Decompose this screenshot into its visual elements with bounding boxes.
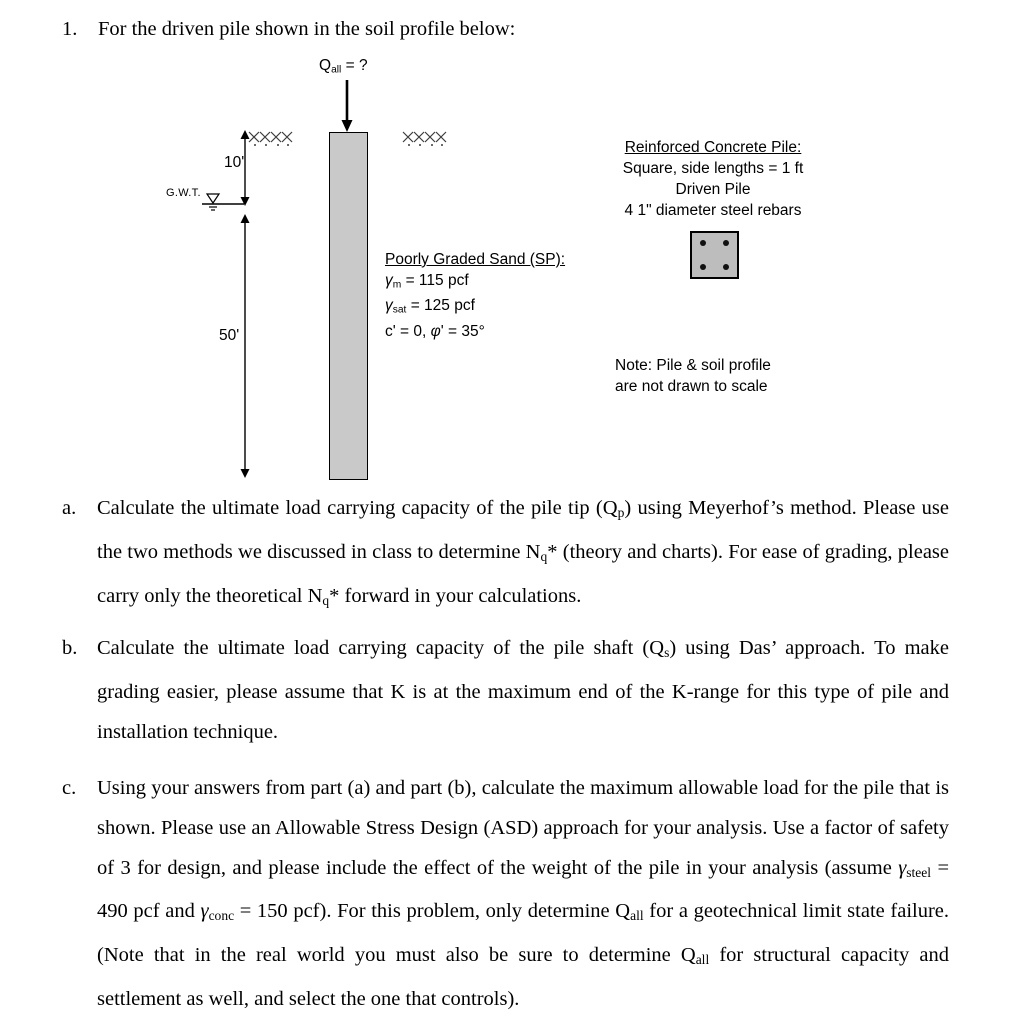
pile-cross-section <box>690 231 739 279</box>
part-a-text: Calculate the ultimate load carrying capacity of the pile tip $(Q_p)$ using Meyerhof’s method. Please use the two methods we discussed in class to determine $N_q*$ (theory and charts). For ease of grading, please carry only the theoretical $N_q*$ forward in your calculations. <box>97 497 950 608</box>
pile-description <box>594 137 832 221</box>
upper-depth-label: 10' <box>224 154 245 171</box>
load-arrow-icon <box>338 80 356 132</box>
part-a <box>62 489 950 620</box>
ground-hatch-right-icon <box>402 131 450 147</box>
part-b-text: Calculate the ultimate load carrying capacity of the pile shaft $(Q_s)$ using Das’ approach. To make grading easier, please assume that K is at the maximum end of the K-range for this type of pile and installation technique. <box>97 637 949 743</box>
pile-shape-line: Square, side lengths = 1 ft <box>622 160 804 177</box>
scale-note-line2: are not drawn to scale <box>615 377 768 395</box>
soil-sat-unit-weight: $\gamma_{sat} = 125$ pcf <box>385 297 475 316</box>
dimension-lines <box>160 126 260 482</box>
allowable-load-label: $Q_{all}$ = ? <box>319 57 368 76</box>
scale-note <box>615 356 771 397</box>
part-c-text: Using your answers from part (a) and part (b), calculate the maximum allowable load for the pile that is shown. Please use an Allowable Stress Design (ASD) approach for your analysis. Use a factor of safety of 3 for design, and please include the effect of the weight of the pile in your analysis (assume $\gamma_{steel} = 490$ pcf and $\gamma_{conc} = 150$ pcf). For this problem, only determine $Q_{all}$ for a geotechnical limit state failure. (Note that in the real world you must also be sure to determine $Q_{all}$ for structural capacity and settlement as well, and select the one that controls). <box>97 777 950 1010</box>
soil-heading: Poorly Graded Sand (SP): <box>385 251 566 268</box>
rebar-dot <box>700 240 706 246</box>
part-c <box>62 769 950 1020</box>
part-b-label: b. <box>62 637 78 659</box>
part-a-label: a. <box>62 497 77 519</box>
pile-rebar-line: 4 1" diameter steel rebars <box>624 202 802 219</box>
soil-strength-params: c' = 0, φ' = 35° <box>385 322 485 340</box>
pile-type-line: Driven Pile <box>675 181 751 198</box>
problem-title-text: For the driven pile shown in the soil profile below: <box>98 18 516 40</box>
problem-title <box>62 18 515 41</box>
soil-moist-unit-weight: $\gamma_m = 115$ pcf <box>385 272 469 291</box>
gwt-label: G.W.T. <box>166 187 201 199</box>
water-table-icon <box>207 194 219 210</box>
part-c-label: c. <box>62 777 77 799</box>
rebar-dot <box>723 240 729 246</box>
scale-note-line1: Note: Pile & soil profile <box>615 357 771 374</box>
pile-heading: Reinforced Concrete Pile: <box>624 139 802 156</box>
soil-properties <box>385 249 565 342</box>
rebar-dot <box>700 264 706 270</box>
rebar-dot <box>723 264 729 270</box>
lower-depth-label: 50' <box>219 327 240 344</box>
problem-number: 1. <box>62 18 78 40</box>
part-b <box>62 629 947 752</box>
pile-shaft <box>329 132 368 480</box>
